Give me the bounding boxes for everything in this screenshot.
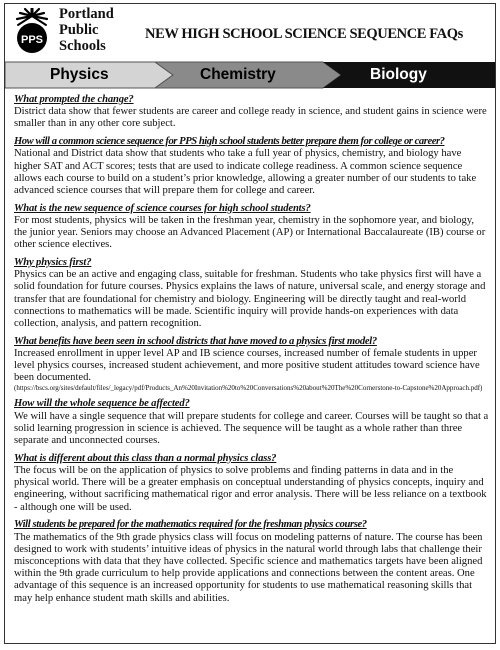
faq-question: How will a common science sequence for PPS high school students better prepare them for college or career? bbox=[14, 136, 445, 148]
faq-item bbox=[14, 94, 489, 131]
faq-answer: The mathematics of the 9th grade physics class will focus on modeling patterns of nature. The course has been designed to work with students’ intuitive ideas of physics in the natural world through labs that challenge their misconceptions with data that they have collected. Specific science and mathematics targets have been aligned within the 9th grade curriculum to help provide applications and connections between the content areas. One advantage of this sequence is an increased opportunity for students to use mathematical reasoning skills that may help enhance student math skills and abilities. bbox=[14, 531, 483, 604]
faq-question: Why physics first? bbox=[14, 256, 92, 268]
step-chemistry-label: Chemistry bbox=[200, 66, 276, 83]
faq-question: Will students be prepared for the mathematics required for the freshman physics course? bbox=[14, 519, 367, 531]
faq-page bbox=[4, 3, 496, 644]
course-sequence-bar bbox=[5, 60, 495, 90]
page-header bbox=[5, 4, 495, 60]
faq-question: How will the whole sequence be affected? bbox=[14, 398, 190, 410]
faq-answer: For most students, physics will be taken in the freshman year, chemistry in the sophomore year, and biology, the junior year. Seniors may choose an Advanced Placement (AP) or International Baccalaureate (IB) course or other science electives. bbox=[14, 214, 486, 251]
faq-item bbox=[14, 203, 489, 252]
faq-question: What prompted the change? bbox=[14, 94, 134, 105]
source-link[interactable]: (https://bscs.org/sites/default/files/_legacy/pdf/Products_An%20Invitation%20to%20Conversations%20about%20The%20Cornerstone-to-Capstone%20Approach.pdf) bbox=[14, 384, 483, 393]
org-line: Schools bbox=[59, 38, 106, 54]
step-biology-label: Biology bbox=[370, 66, 427, 83]
pps-logo bbox=[9, 6, 55, 58]
document-title: NEW HIGH SCHOOL SCIENCE SEQUENCE FAQs bbox=[145, 26, 463, 42]
faq-item bbox=[14, 336, 489, 393]
faq-item bbox=[14, 398, 489, 447]
faq-question: What is the new sequence of science courses for high school students? bbox=[14, 202, 311, 214]
faq-item bbox=[14, 453, 489, 514]
step-physics-label: Physics bbox=[50, 66, 109, 83]
faq-answer: Physics can be an active and engaging class, suitable for freshman. Students who take physics first will have a solid foundation for future courses. Physics explains the laws of nature, universal scale, and energy storage and transfer that are foundational for chemistry and biology. Engineering will be directly taught and real-world connections to mathematics will be made. Scientific inquiry will provide hands-on experiences with data collection, analysis, and pattern recognition. bbox=[14, 269, 486, 329]
faq-answer: We will have a single sequence that will prepare students for college and career. Courses will be taught so that a solid learning progression in science is achieved. The sequence will be taught as a whole rather than three separate and unconnected courses. bbox=[14, 410, 489, 447]
organization-name bbox=[59, 6, 114, 54]
faq-item bbox=[14, 257, 489, 330]
faq-list bbox=[5, 90, 495, 605]
org-line: Portland bbox=[59, 6, 114, 22]
faq-question: What benefits have been seen in school districts that have moved to a physics first model? bbox=[14, 335, 377, 347]
faq-answer: District data show that fewer students are career and college ready in science, and student gains in science were smaller than in any other core subject. bbox=[14, 106, 487, 130]
faq-question: What is different about this class than a normal physics class? bbox=[14, 452, 277, 464]
faq-item bbox=[14, 519, 489, 604]
faq-answer: The focus will be on the application of physics to solve problems and finding patterns in data and in the physical world. There will be a greater emphasis on conceptual understanding of physics concepts, inquiry and engineering, without sacrificing mathematical rigor and error analysis. There will be less reliance on a textbook - although one will be used. bbox=[14, 464, 487, 513]
logo-text: PPS bbox=[20, 34, 44, 46]
faq-item bbox=[14, 136, 489, 197]
faq-answer: National and District data show that students who take a full year of physics, chemistry, and biology have higher SAT and ACT scores; tests that are used to indicate college readiness. A common science sequence allows each course to build on a student’s prior knowledge, allowing a greater number of our students to take advanced science courses that will prepare them for college and career. bbox=[14, 148, 477, 196]
org-line: Public bbox=[59, 22, 99, 38]
faq-answer: Increased enrollment in upper level AP and IB science courses, increased number of female students in upper level physics courses, increased student achievement, and more positive student attitudes toward science have been documented. bbox=[14, 347, 480, 384]
